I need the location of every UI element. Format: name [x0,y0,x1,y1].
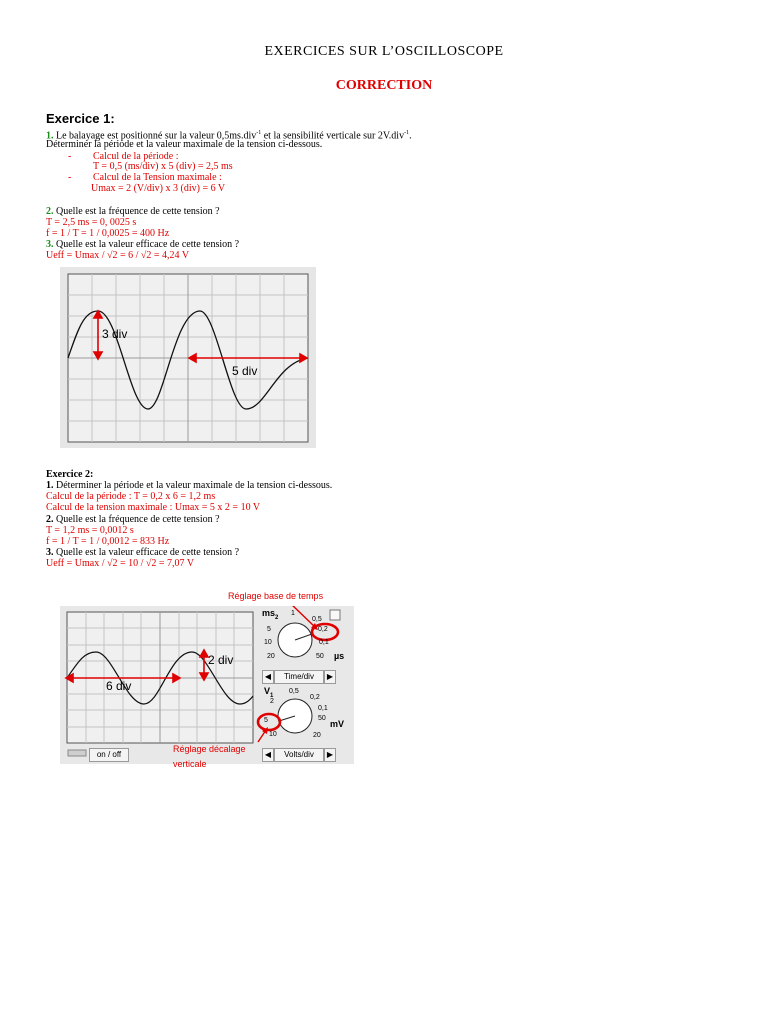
time-val-20: 20 [267,653,275,660]
ex2-question-2 [46,514,220,525]
annot-time-base: Réglage base de temps [228,591,324,601]
ex1-q2-number: 2. [46,206,54,217]
volt-unit-mv: mV [330,719,345,729]
ex2-question-3 [46,547,239,558]
ex2-q1-number: 1. [46,480,54,491]
ex1-period-label-fig: 5 div [232,364,258,378]
exercise-2-heading: Exercice 2: [46,469,94,480]
ex1-q2-answer-1: T = 2,5 ms = 0, 0025 s [46,217,137,228]
ex2-q3-answer: Ueff = Umax / √2 = 10 / √2 = 7,07 V [46,558,195,569]
volt-decrease-button[interactable]: ◀ [262,748,274,762]
page-subtitle: CORRECTION [335,78,433,93]
ex1-q3-answer: Ueff = Umax / √2 = 6 / √2 = 4,24 V [46,250,190,261]
ex2-q2-answer-1: T = 1,2 ms = 0,0012 s [46,525,134,536]
volt-val-20: 20 [313,732,321,739]
ex2-q1-answer-1: Calcul de la période : T = 0,2 x 6 = 1,2 ms [46,491,216,502]
volt-val-2: 2 [270,698,274,705]
ex1-dash-2: - [68,172,72,183]
ex2-q3-number: 3. [46,547,54,558]
exercise-1-heading: Exercice 1: [46,111,115,126]
ex1-period-calc: T = 0,5 (ms/div) x 5 (div) = 2,5 ms [93,161,233,172]
time-val-0-2: 0,2 [318,626,328,633]
volt-val-0-1: 0,1 [318,705,328,712]
ex1-question-2 [46,206,220,217]
time-unit-label: $ms_2$ [262,608,279,621]
page-title: EXERCICES SUR L’OSCILLOSCOPE [264,44,504,59]
volt-unit-label: $V_1$ [264,686,274,699]
ex1-umax-label: Calcul de la Tension maximale : [93,172,222,183]
ex1-period-label: Calcul de la période : [93,151,179,162]
ex1-q1-number: 1. [46,130,54,142]
ex1-q2-text: Quelle est la fréquence de cette tension ? [53,206,220,217]
volt-increase-button[interactable]: ▶ [324,748,336,762]
ex2-q3-text: Quelle est la valeur efficace de cette tension ? [53,547,240,558]
ex1-q3-number: 3. [46,239,54,250]
led-indicator [68,750,86,756]
ex1-q1-text-c: . [409,130,412,142]
ex1-umax-calc: Umax = 2 (V/div) x 3 (div) = 6 V [91,183,226,194]
on-off-button[interactable]: on / off [89,748,129,762]
time-val-5: 5 [267,626,271,633]
ex1-q1-text-a: Le balayage est positionné sur la valeur 0,5ms.div [53,130,257,142]
oscilloscope-1-svg [60,267,316,448]
panel-checkbox [330,610,340,620]
oscilloscope-2-svg [60,606,354,764]
volt-val-0-2: 0,2 [310,694,320,701]
oscilloscope-screen-1 [60,267,316,448]
time-val-50: 50 [316,653,324,660]
oscilloscope-panel-2 [60,606,354,764]
time-val-1: 1 [291,610,295,617]
volt-val-0-5: 0,5 [289,688,299,695]
time-val-0-5: 0,5 [312,616,322,623]
ex2-amplitude-label: 2 div [208,653,234,667]
ex2-q2-number: 2. [46,514,54,525]
volt-setting-highlight [258,714,280,730]
ex1-dash-1: - [68,151,72,162]
ex1-q3-text: Quelle est la valeur efficace de cette tension ? [53,239,240,250]
ex1-q1-text-b: et la sensibilité verticale sur 2V.div [261,130,405,142]
ex1-amplitude-label: 3 div [102,327,128,341]
ex2-q1-answer-2: Calcul de la tension maximale : Umax = 5 x 2 = 10 V [46,502,261,513]
time-div-button[interactable]: Time/div [274,670,324,684]
ex1-q1-sup-b: -1 [404,130,410,136]
ex1-q1-line2: Déterminer la période et la valeur maximale de la tension ci-dessous. [46,139,323,150]
time-val-0-1: 0,1 [319,639,329,646]
volt-val-5: 5 [264,717,268,724]
volt-val-50: 50 [318,715,326,722]
ex2-q1-text: Déterminer la période et la valeur maximale de la tension ci-dessous. [53,480,333,491]
ex2-period-label-fig: 6 div [106,679,132,693]
time-val-10: 10 [264,639,272,646]
ex1-q2-answer-2: f = 1 / T = 1 / 0,0025 = 400 Hz [46,228,170,239]
ex1-question-3 [46,239,239,250]
ex1-q1-sup-a: -1 [256,130,262,136]
time-increase-button[interactable]: ▶ [324,670,336,684]
annot-vertical-offset-2: verticale [173,759,207,769]
ex2-q2-text: Quelle est la fréquence de cette tension ? [53,514,220,525]
volt-div-button[interactable]: Volts/div [274,748,324,762]
time-unit-us: µs [334,651,345,661]
ex2-q2-answer-2: f = 1 / T = 1 / 0,0012 = 833 Hz [46,536,170,547]
annot-vertical-offset-1: Réglage décalage [173,744,246,754]
ex2-question-1 [46,480,332,491]
time-decrease-button[interactable]: ◀ [262,670,274,684]
volt-val-10: 10 [269,731,277,738]
